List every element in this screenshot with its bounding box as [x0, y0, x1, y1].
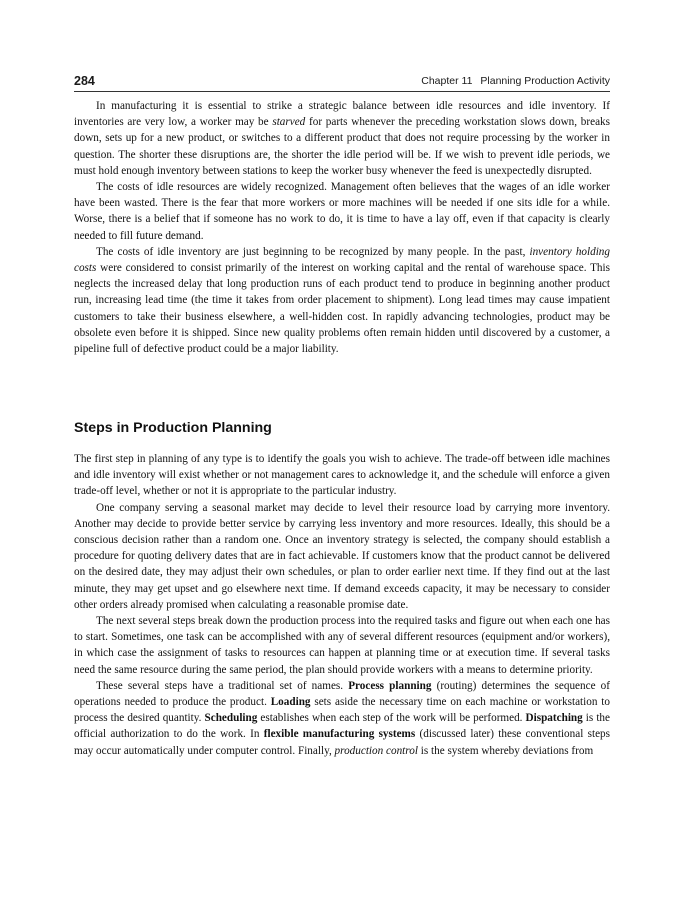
term-flexible-manufacturing-systems: flexible manufacturing systems	[263, 728, 416, 741]
page-number: 284	[74, 74, 95, 88]
paragraph-2: The costs of idle resources are widely recognized. Management often believes that the wages of an idle worker have been wasted. There is the fear that more workers or more machines will be needed if one sits idle for a while. Worse, there is a belief that if someone has no work to do, it is time to have a lay off, even if that capacity is clearly needed to fill future demand.	[74, 181, 610, 242]
paragraph-4: The first step in planning of any type is to identify the goals you wish to achieve. The trade-off between idle machines and idle inventory will exist whether or not management cares to acknowledge it, and the schedule will enforce a given trade-off level, whether or not it is appropriate to the particular industry.	[74, 453, 610, 498]
paragraph-3: The costs of idle inventory are just beginning to be recognized by many people. In the past, inventory holding costs were considered to consist primarily of the interest on working capital and the rental of warehouse space. This neglects the increased delay that long production runs of each product tend to produce in beginning another product run, increasing lead time (the time it takes from order placement to shipment). Long lead times may cause impatient customers to take their business elsewhere, a well-hidden cost. In rapidly advancing technologies, product may be obsolete even before it is shipped. Since new quality problems often remain hidden until discovered by a customer, a pipeline full of defective product could be a major liability.	[74, 245, 610, 356]
term-loading: Loading	[270, 696, 311, 709]
running-header	[74, 70, 610, 92]
paragraph-7: These several steps have a traditional set of names. Process planning (routing) determines the sequence of operations needed to produce the product. Loading sets aside the necessary time on each machine or workstation to process the desired quantity. Scheduling establishes when each step of the work will be performed. Dispatching is the official authorization to do the work. In flexible manufacturing systems (discussed later) these conventional steps may occur automatically under computer control. Finally, production control is the system whereby deviations from	[74, 679, 610, 757]
term-starved: starved	[272, 116, 306, 129]
body-text-section	[74, 451, 610, 759]
term-process-planning: Process planning	[348, 679, 432, 692]
header-rule	[74, 91, 610, 92]
paragraph-6: The next several steps break down the production process into the required tasks and figure out when each one has to start. Sometimes, one task can be accomplished with any of several different resources (equipment and/or workers), in which case the assignment of tasks to resources can happen at planning time or at execution time. If several tasks need the same resource during the same period, the plan should provide workers with a means to determine priority.	[74, 615, 610, 676]
term-inventory-holding-costs: inventory holding costs	[74, 245, 610, 275]
paragraph-5: One company serving a seasonal market may decide to level their resource load by carrying more inventory. Another may decide to provide better service by carrying less inventory and more resources. Ideally, this should be a conscious decision rather than a random one. Once an inventory strategy is selected, the company should establish a procedure for quoting delivery dates that are in fact achievable. If customers know that the product cannot be delivered on the desired date, they may adjust their own schedules, or plan to order earlier next time. If they find out at the last minute, they may get upset and go elsewhere next time. If demand exceeds capacity, it may be necessary to consider other orders already promised when calculating a reasonable promise date.	[74, 501, 610, 611]
body-text-top	[74, 98, 610, 357]
term-scheduling: Scheduling	[204, 712, 258, 725]
chapter-label: Chapter 11	[421, 75, 473, 87]
chapter-heading	[421, 75, 610, 87]
section-heading: Steps in Production Planning	[74, 420, 272, 436]
term-dispatching: Dispatching	[525, 712, 583, 725]
paragraph-1: In manufacturing it is essential to strike a strategic balance between idle resources and idle inventory. If inventories are very low, a worker may be starved for parts whenever the preceding workstation slows down, breaks down, sets up for a new product, or switches to a different product that does not require processing by the worker in question. The shorter these disruptions are, the shorter the idle period will be. If we wish to prevent idle periods, we must hold enough inventory between stations to keep the worker busy whenever the feed is unexpectedly disrupted.	[74, 100, 610, 177]
term-production-control: production control	[334, 744, 418, 757]
chapter-title: Planning Production Activity	[480, 75, 610, 87]
